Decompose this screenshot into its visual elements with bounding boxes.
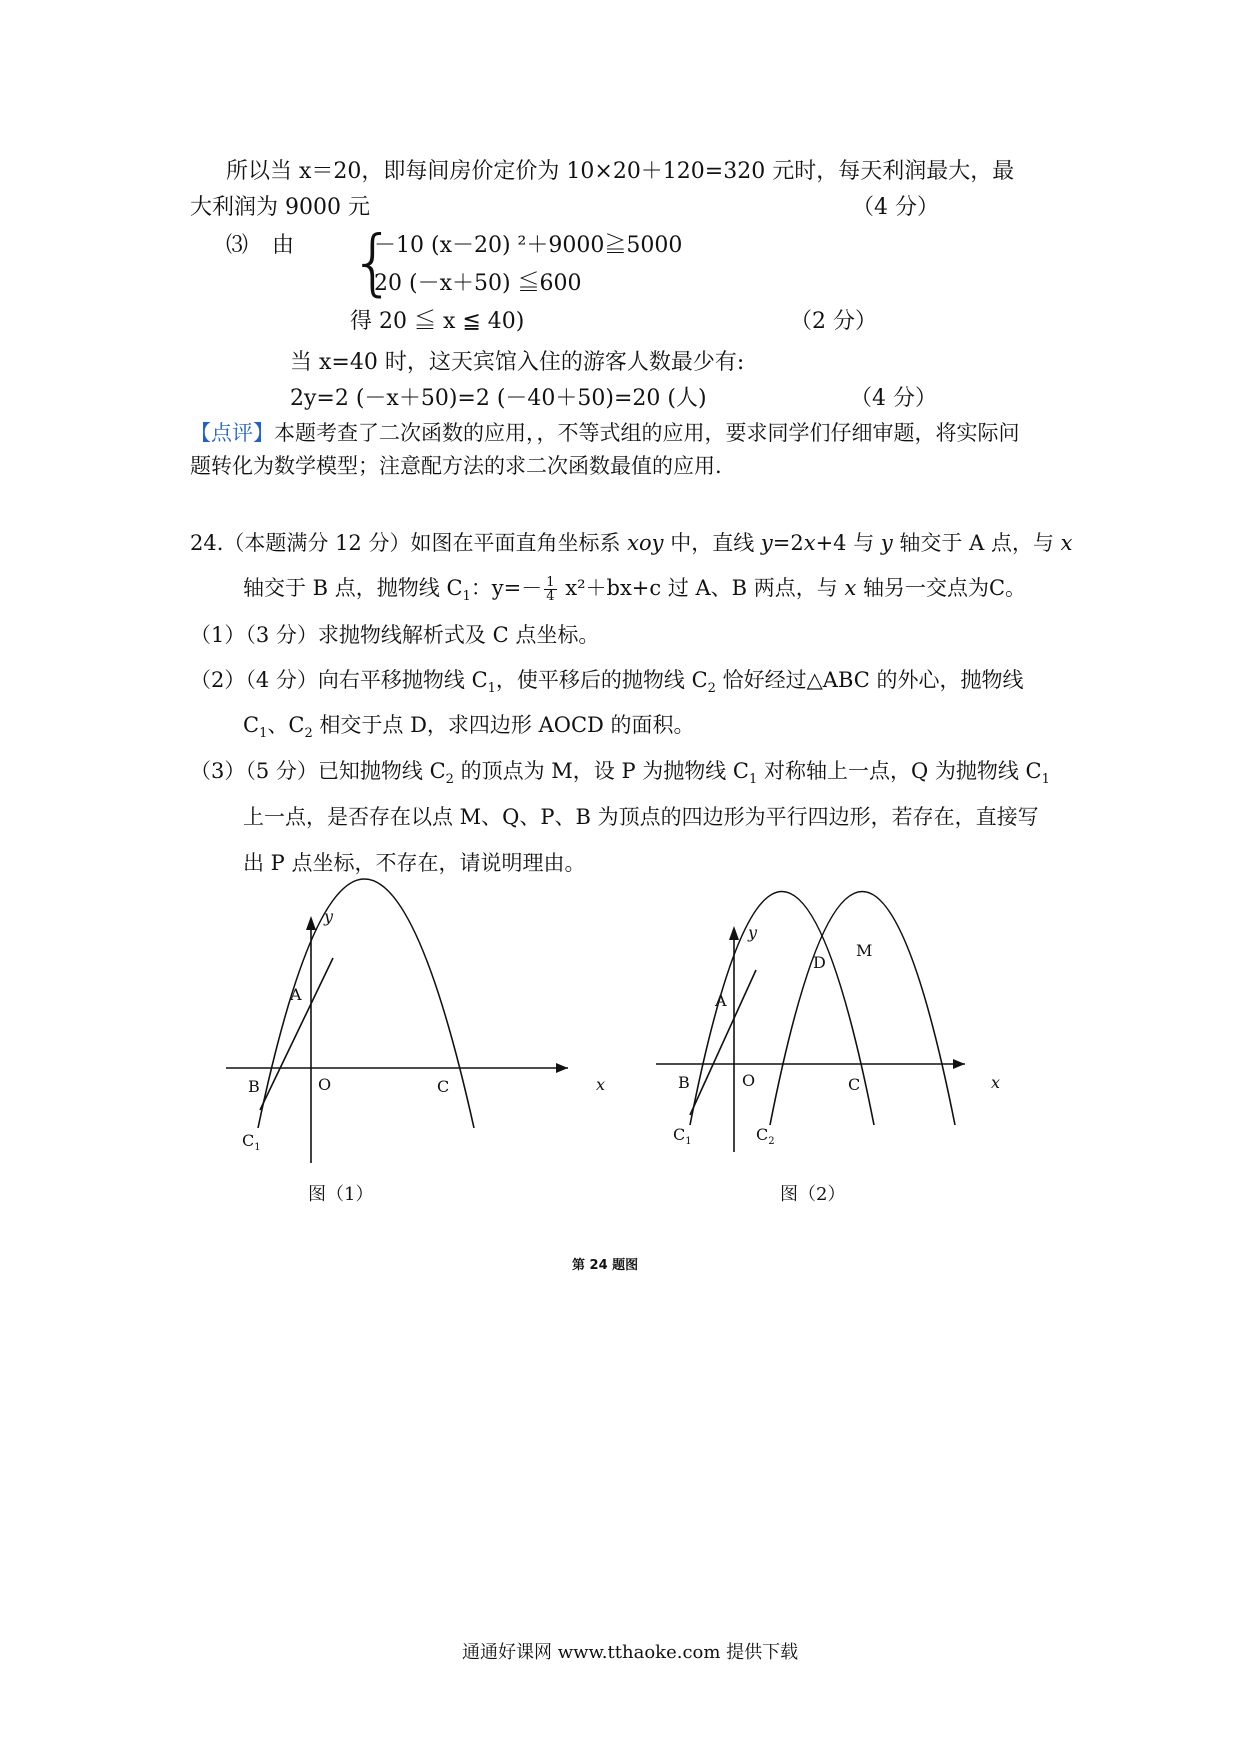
inequality-1: －10 (x－20) ²＋9000≧5000 — [374, 233, 683, 258]
solution-line-1: 所以当 x＝20，即每间房价定价为 10×20＋120=320 元时，每天利润最大，最 — [226, 159, 1015, 184]
score-4-a: （4 分） — [852, 195, 939, 220]
score-4-b: （4 分） — [850, 386, 937, 411]
fig2-label-c2: $C_2$ — [756, 1125, 775, 1147]
comment-line-2: 题转化为数学模型；注意配方法的求二次函数最值的应用. — [190, 454, 722, 478]
comment-line-1: 【点评】本题考查了二次函数的应用，，不等式组的应用，要求同学们仔细审题，将实际问 — [190, 421, 1020, 445]
inequality-brace: { — [350, 220, 396, 304]
fig2-x-arrow-icon — [953, 1059, 965, 1069]
fig2-label-o: O — [742, 1071, 756, 1090]
fig1-label-c1: $C_1$ — [242, 1131, 261, 1153]
fraction-one-quarter: $\frac{1}{4}$ — [546, 575, 555, 604]
question-3-line-2: 上一点，是否存在以点 M、Q、P、B 为顶点的四边形为平行四边形，若存在，直接写 — [243, 805, 1039, 829]
score-2: （2 分） — [790, 309, 877, 334]
min-visitors-calc: 2y=2 (－x＋50)=2 (－40＋50)=20 (人) — [290, 386, 707, 411]
fig2-label-c: C — [848, 1075, 861, 1094]
fig2-label-a: A — [715, 991, 727, 1010]
figure-1-labels — [242, 907, 605, 1153]
fig2-label-b: B — [678, 1073, 690, 1092]
question-3-line-1: （3）（5 分）已知抛物线 $C_2$ 的顶点为 M，设 P 为抛物线 $C_1$ 对称轴上一点，Q 为抛物线 $C_1$ — [190, 759, 1050, 788]
question-1: （1）（3 分）求抛物线解析式及 C 点坐标。 — [190, 623, 600, 647]
fig2-label-y: y — [748, 923, 758, 942]
part3-label: ⑶ — [226, 233, 249, 258]
fig1-label-c: C — [437, 1077, 450, 1096]
figure-title: 第 24 题图 — [572, 1258, 639, 1273]
figure-2 — [656, 892, 965, 1153]
fig1-label-o: O — [318, 1075, 332, 1094]
fig2-parabola-c2 — [770, 892, 955, 1126]
fig1-label-x: x — [596, 1075, 606, 1094]
problem24-line-1: 24.（本题满分 12 分）如图在平面直角坐标系 xoy 中，直线 y=2x+4 与 y 轴交于 A 点，与 x — [190, 531, 1073, 555]
inequality-2: 20 (－x＋50) ≦600 — [374, 271, 582, 296]
comment-tag: 【点评】 — [190, 421, 274, 445]
fig1-y-arrow-icon — [306, 916, 316, 930]
fig1-label-y: y — [324, 907, 334, 926]
fig2-label-x: x — [991, 1073, 1001, 1092]
problem24-line-2: 轴交于 B 点，抛物线 $C_1$：y=－ $\frac{1}{4}$ x²＋bx+c 过 A、B 两点，与 x 轴另一交点为C。 — [243, 575, 1027, 605]
figure-1 — [226, 879, 568, 1163]
fig2-label-c1: $C_1$ — [673, 1125, 692, 1147]
figure-2-labels — [673, 923, 1000, 1147]
fig2-label-d: D — [813, 953, 826, 972]
figure-2-caption: 图（2） — [780, 1184, 846, 1205]
question-3-line-3: 出 P 点坐标，不存在，请说明理由。 — [243, 851, 586, 875]
solution-line-2: 大利润为 9000 元 — [190, 195, 370, 220]
question-2-line-2: $C_1$、$C_2$ 相交于点 D，求四边形 AOCD 的面积。 — [243, 713, 695, 742]
min-visitors-line: 当 x=40 时，这天宾馆入住的游客人数最少有: — [290, 350, 745, 375]
fig2-y-arrow-icon — [729, 926, 739, 940]
fig1-label-b: B — [248, 1077, 260, 1096]
fig1-x-arrow-icon — [556, 1063, 568, 1073]
question-2-line-1: （2）（4 分）向右平移抛物线 $C_1$，使平移后的抛物线 $C_2$ 恰好经过△ABC 的外心，抛物线 — [190, 668, 1024, 697]
fig2-label-m: M — [856, 941, 873, 960]
fig1-label-a: A — [290, 985, 302, 1004]
footer-download: 通通好课网 www.tthaoke.com 提供下载 — [462, 1642, 799, 1663]
inequality-result: 得 20 ≦ x ≦ 40) — [350, 309, 525, 334]
figure-1-caption: 图（1） — [308, 1184, 374, 1205]
part3-you: 由 — [272, 233, 295, 258]
